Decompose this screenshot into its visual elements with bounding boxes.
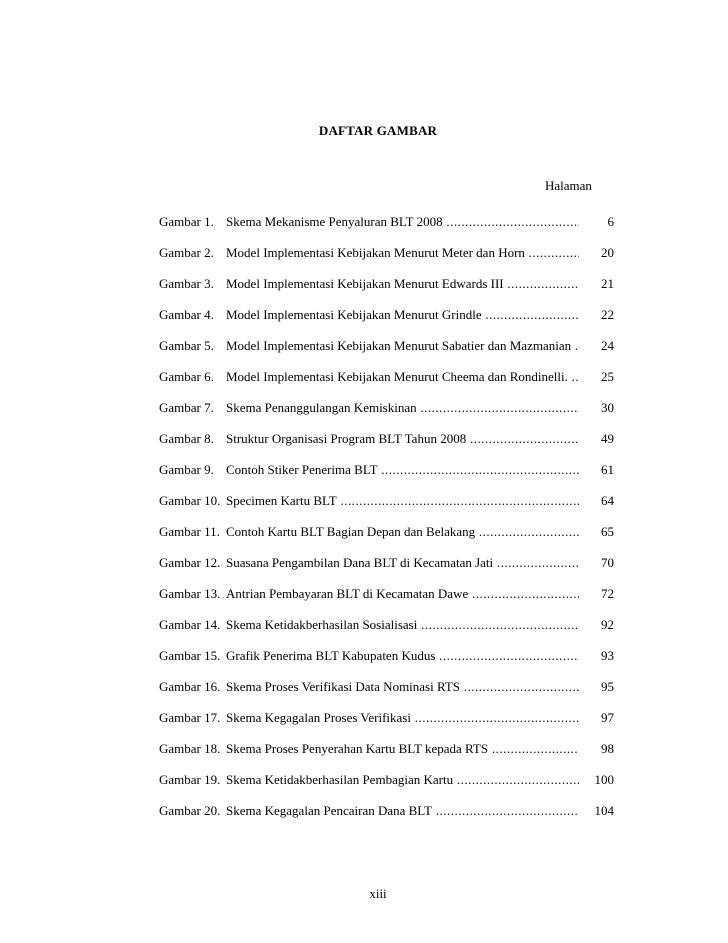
figure-page: 64 — [601, 493, 614, 508]
figure-title: Grafik Penerima BLT Kabupaten Kudus ..... — [226, 648, 579, 664]
list-item — [159, 617, 614, 637]
figure-number: Gambar 6. — [159, 369, 214, 384]
figure-number: Gambar 11. — [159, 524, 220, 539]
figure-number: Gambar 12. — [159, 555, 221, 570]
figure-title: Skema Ketidakberhasilan Sosialisasi ..... — [226, 617, 579, 633]
list-item — [159, 307, 614, 327]
figure-page: 72 — [601, 586, 614, 601]
figure-page: 22 — [601, 307, 614, 322]
figure-number: Gambar 16. — [159, 679, 221, 694]
figure-title: Model Implementasi Kebijakan Menurut Sabatier dan Mazmanian ..... — [226, 338, 579, 354]
list-item — [159, 710, 614, 730]
figure-title: Skema Penanggulangan Kemiskinan ..... — [226, 400, 579, 416]
figure-title: Contoh Kartu BLT Bagian Depan dan Belakang ..... — [226, 524, 579, 540]
figure-page: 97 — [601, 710, 614, 725]
list-item — [159, 400, 614, 420]
figure-title: Skema Kegagalan Pencairan Dana BLT ..... — [226, 803, 579, 819]
figure-number: Gambar 13. — [159, 586, 221, 601]
figure-title: Contoh Stiker Penerima BLT ..... — [226, 462, 579, 478]
figure-title: Skema Ketidakberhasilan Pembagian Kartu ..... — [226, 772, 579, 788]
figure-number: Gambar 10. — [159, 493, 221, 508]
figure-page: 21 — [601, 276, 614, 291]
list-item — [159, 679, 614, 699]
figure-page: 70 — [601, 555, 614, 570]
figure-title: Model Implementasi Kebijakan Menurut Cheema dan Rondinelli. ..... — [226, 369, 579, 385]
list-item — [159, 586, 614, 606]
figure-number: Gambar 17. — [159, 710, 221, 725]
figure-page: 49 — [601, 431, 614, 446]
list-item — [159, 648, 614, 668]
page-number: xiii — [369, 886, 387, 901]
figure-list — [159, 214, 614, 834]
figure-number: Gambar 14. — [159, 617, 221, 632]
figure-title: Struktur Organisasi Program BLT Tahun 2008 ..... — [226, 431, 579, 447]
figure-title: Skema Proses Penyerahan Kartu BLT kepada RTS ..... — [226, 741, 579, 757]
figure-number: Gambar 9. — [159, 462, 214, 477]
figure-page: 24 — [601, 338, 614, 353]
figure-title: Skema Kegagalan Proses Verifikasi ..... — [226, 710, 579, 726]
figure-number: Gambar 2. — [159, 245, 214, 260]
list-item — [159, 555, 614, 575]
figure-page: 65 — [601, 524, 614, 539]
figure-page: 100 — [594, 772, 614, 787]
list-item — [159, 245, 614, 265]
figure-page: 20 — [601, 245, 614, 260]
list-item — [159, 276, 614, 296]
list-item — [159, 369, 614, 389]
list-item — [159, 803, 614, 823]
page-column-header: Halaman — [545, 178, 592, 193]
figure-number: Gambar 7. — [159, 400, 214, 415]
figure-number: Gambar 18. — [159, 741, 221, 756]
figure-page: 104 — [594, 803, 614, 818]
list-item — [159, 338, 614, 358]
figure-number: Gambar 5. — [159, 338, 214, 353]
figure-page: 95 — [601, 679, 614, 694]
list-item — [159, 524, 614, 544]
list-item — [159, 214, 614, 234]
list-item — [159, 431, 614, 451]
figure-page: 25 — [601, 369, 614, 384]
figure-number: Gambar 3. — [159, 276, 214, 291]
figure-title: Antrian Pembayaran BLT di Kecamatan Dawe ..... — [226, 586, 579, 602]
figure-number: Gambar 1. — [159, 214, 214, 229]
list-item — [159, 741, 614, 761]
figure-title: Model Implementasi Kebijakan Menurut Grindle ..... — [226, 307, 579, 323]
figure-page: 6 — [607, 214, 614, 229]
list-item — [159, 493, 614, 513]
figure-page: 61 — [601, 462, 614, 477]
figure-title: Model Implementasi Kebijakan Menurut Edwards III ..... — [226, 276, 579, 292]
figure-number: Gambar 20. — [159, 803, 221, 818]
figure-title: Skema Mekanisme Penyaluran BLT 2008 ..... — [226, 214, 579, 230]
page-title: DAFTAR GAMBAR — [318, 123, 438, 138]
figure-title: Suasana Pengambilan Dana BLT di Kecamatan Jati ..... — [226, 555, 579, 571]
list-item — [159, 772, 614, 792]
figure-title: Model Implementasi Kebijakan Menurut Meter dan Horn ..... — [226, 245, 579, 261]
figure-number: Gambar 15. — [159, 648, 221, 663]
figure-number: Gambar 8. — [159, 431, 214, 446]
figure-page: 93 — [601, 648, 614, 663]
figure-number: Gambar 19. — [159, 772, 221, 787]
list-item — [159, 462, 614, 482]
figure-title: Skema Proses Verifikasi Data Nominasi RTS ..... — [226, 679, 579, 695]
figure-number: Gambar 4. — [159, 307, 214, 322]
figure-page: 92 — [601, 617, 614, 632]
figure-title: Specimen Kartu BLT ..... — [226, 493, 579, 509]
figure-page: 98 — [601, 741, 614, 756]
figure-page: 30 — [601, 400, 614, 415]
